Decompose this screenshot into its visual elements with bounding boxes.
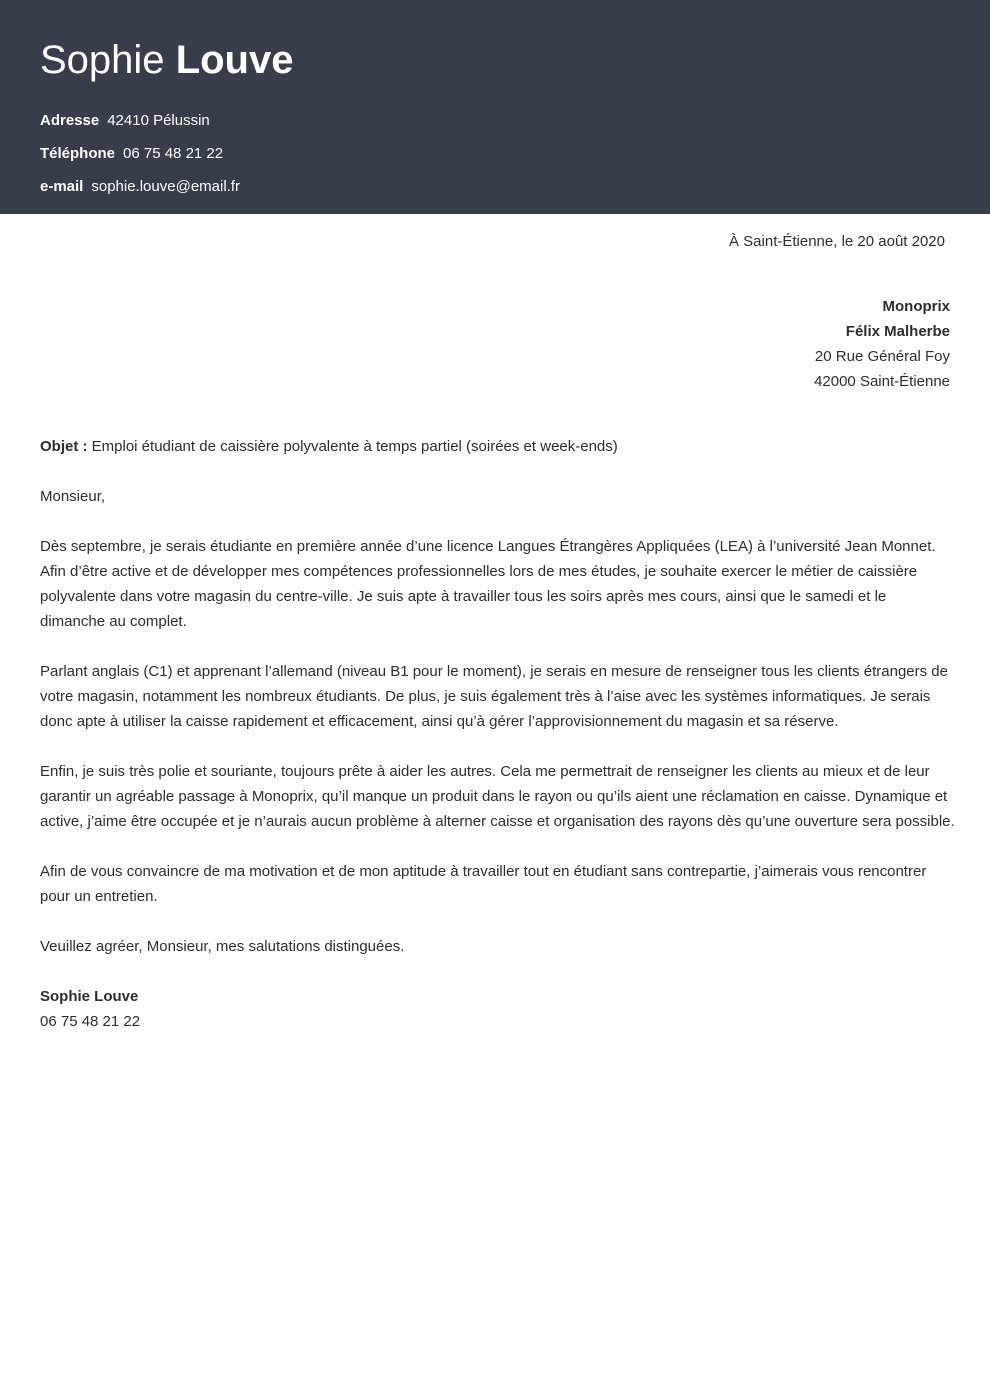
paragraph-1: Dès septembre, je serais étudiante en première année d’une licence Langues Étrangères Appliquées (LEA) à l’université Jean Monnet. Afin d’être active et de développer mes compétences professionnelles lors de mes études, je souhaite exercer le métier de caissière polyvalente dans votre magasin du centre-ville. Je suis apte à travailler tous les soirs après mes cours, ainsi que le samedi et le dimanche au complet.: [40, 538, 936, 630]
object-line: [40, 434, 955, 459]
recipient-contact: Félix Malherbe: [845, 323, 950, 340]
paragraph-2: Parlant anglais (C1) et apprenant l’allemand (niveau B1 pour le moment), je serais en mesure de renseigner tous les clients étrangers de votre magasin, notamment les nombreux étudiants. De plus, je suis également très à l’aise avec les systèmes informatiques. Je serais donc apte à utiliser la caisse rapidement et efficacement, ainsi qu’à gérer l’approvisionnement du magasin et sa réserve.: [40, 663, 948, 730]
paragraph-4: Afin de vous convaincre de ma motivation et de mon aptitude à travailler tout en étudiant sans contrepartie, j’aimerais vous rencontrer pour un entretien.: [40, 863, 927, 905]
salutation: Monsieur,: [40, 488, 106, 505]
address-row: [40, 111, 210, 131]
address-label: Adresse: [40, 112, 100, 129]
applicant-name: [40, 36, 293, 84]
recipient-street: 20 Rue Général Foy: [814, 348, 950, 365]
email-label: e-mail: [40, 178, 84, 195]
closing: Veuillez agréer, Monsieur, mes salutations distinguées.: [40, 938, 405, 955]
last-name: Louve: [175, 38, 294, 82]
letter-body: [40, 434, 955, 1034]
object-text: Emploi étudiant de caissière polyvalente à temps partiel (soirées et week-ends): [87, 438, 618, 455]
address-value: 42410 Pélussin: [107, 112, 210, 129]
first-name: Sophie: [40, 38, 165, 82]
phone-row: [40, 144, 223, 164]
phone-value: 06 75 48 21 22: [123, 145, 224, 162]
signature-block: [40, 984, 955, 1034]
phone-label: Téléphone: [40, 145, 116, 162]
email-row: [40, 177, 240, 197]
recipient-block: [814, 294, 950, 394]
letter-header: [0, 0, 990, 214]
recipient-city: 42000 Saint-Étienne: [814, 373, 950, 390]
signature-name: Sophie Louve: [40, 988, 139, 1005]
object-label: Objet :: [40, 438, 88, 455]
email-value: sophie.louve@email.fr: [91, 178, 240, 195]
signature-phone: 06 75 48 21 22: [40, 1013, 141, 1030]
recipient-company: Monoprix: [882, 298, 950, 315]
date-line: À Saint-Étienne, le 20 août 2020: [729, 233, 945, 250]
paragraph-3: Enfin, je suis très polie et souriante, toujours prête à aider les autres. Cela me permettrait de renseigner les clients au mieux et de leur garantir un agréable passage à Monoprix, qu’il manque un produit dans le rayon ou qu’ils aient une réclamation en caisse. Dynamique et active, j’aime être occupée et je n’aurais aucun problème à alterner caisse et organisation des rayons dès qu’une ouverture sera possible.: [40, 763, 955, 830]
